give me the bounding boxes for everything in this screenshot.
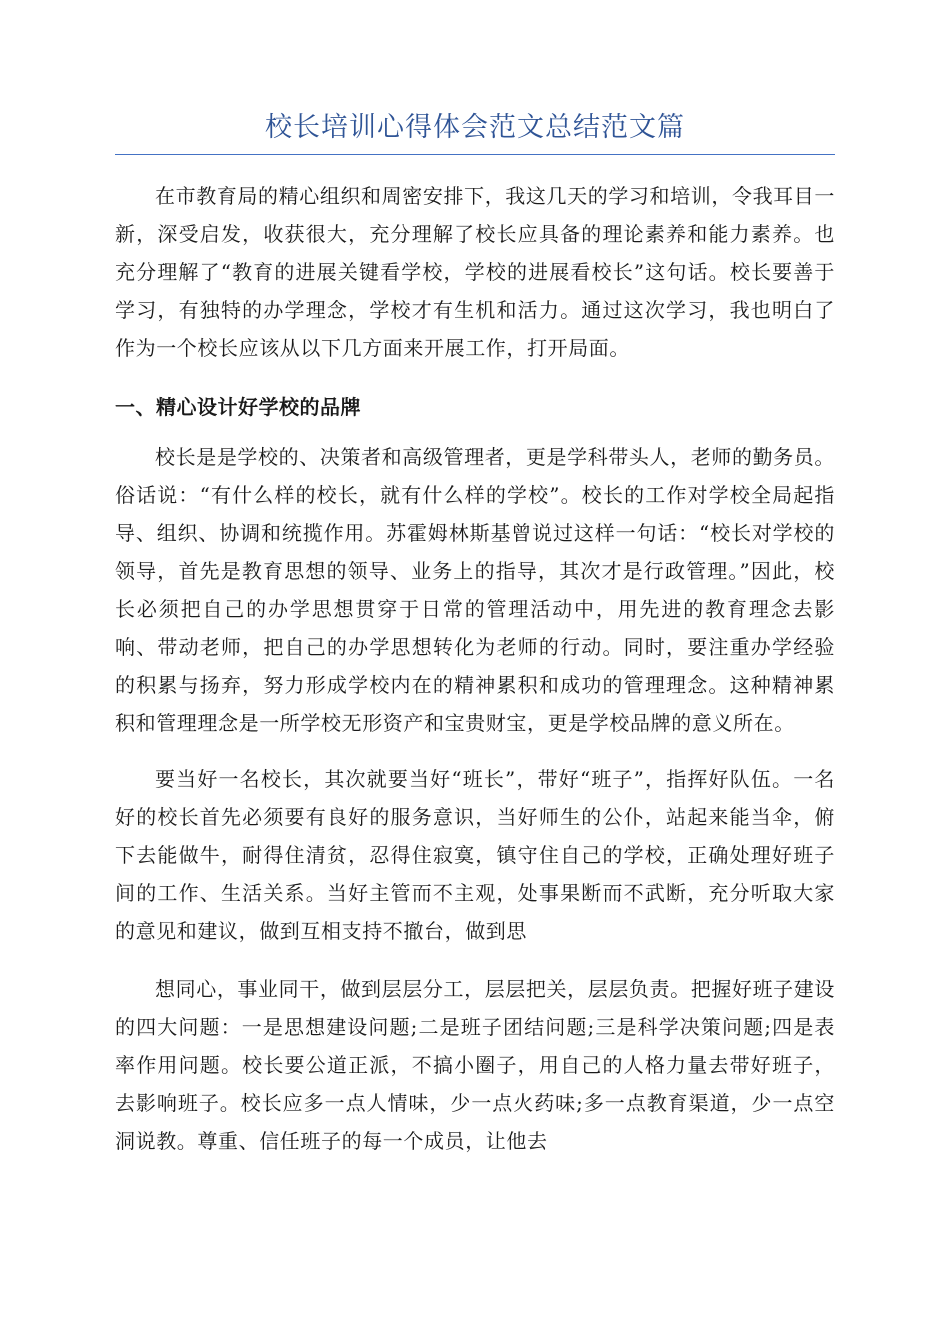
- document-page: [115, 108, 835, 1160]
- paragraph-principal-role: 校长是是学校的、决策者和高级管理者，更是学科带头人，老师的勤务员。俗话说：“有什么样的校长，就有什么样的学校”。校长的工作对学校全局起指导、组织、协调和统揽作用。苏霍姆林斯基曾说过这样一句话：“校长对学校的领导，首先是教育思想的领导、业务上的指导，其次才是行政管理。”因此，校长必须把自己的办学思想贯穿于日常的管理活动中，用先进的教育理念去影响、带动老师，把自己的办学思想转化为老师的行动。同时，要注重办学经验的积累与扬弃，努力形成学校内在的精神累积和成功的管理理念。这种精神累积和管理理念是一所学校无形资产和宝贵财宝，更是学校品牌的意义所在。: [115, 445, 835, 735]
- document-title: 校长培训心得体会范文总结范文篇: [115, 108, 835, 155]
- section-heading: 一、精心设计好学校的品牌: [115, 395, 361, 419]
- paragraph-team-leader: 要当好一名校长，其次就要当好“班长”，带好“班子”，指挥好队伍。一名好的校长首先必须要有良好的服务意识，当好师生的公仆，站起来能当伞，俯下去能做牛，耐得住清贫，忍得住寂寞，镇守住自己的学校，正确处理好班子间的工作、生活关系。当好主管而不主观，处事果断而不武断，充分听取大家的意见和建议，做到互相支持不撤台，做到思: [115, 767, 835, 943]
- paragraph-team-building: 想同心，事业同干，做到层层分工，层层把关，层层负责。把握好班子建设的四大问题：一是思想建设问题;二是班子团结问题;三是科学决策问题;四是表率作用问题。校长要公道正派，不搞小圈子，用自己的人格力量去带好班子，去影响班子。校长应多一点人情味，少一点火药味;多一点教育渠道，少一点空洞说教。尊重、信任班子的每一个成员，让他去: [115, 977, 835, 1153]
- paragraph-intro: 在市教育局的精心组织和周密安排下，我这几天的学习和培训，令我耳目一新，深受启发，收获很大，充分理解了校长应具备的理论素养和能力素养。也充分理解了“教育的进展关键看学校，学校的进展看校长”这句话。校长要善于学习，有独特的办学理念，学校才有生机和活力。通过这次学习，我也明白了作为一个校长应该从以下几方面来开展工作，打开局面。: [115, 184, 835, 360]
